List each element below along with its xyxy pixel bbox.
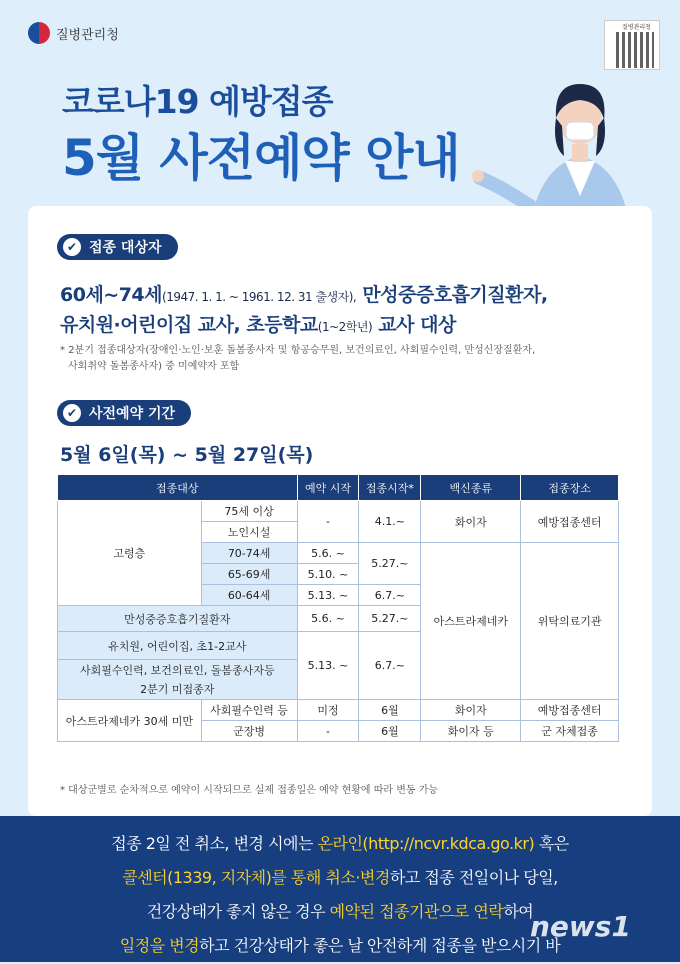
table-header: 백신종류 [421,475,521,501]
notice-line2 [0,862,680,896]
table-cell: 아스트라제네카 [421,543,521,700]
agency-logo [28,22,119,44]
table-cell: 아스트라제네카 30세 미만 [58,700,202,742]
table-cell: 6월 [359,721,421,742]
table-cell: 예방접종센터 [521,700,619,721]
table-cell: 60-64세 [201,585,297,606]
birth-range: (1947. 1. 1. ~ 1961. 12. 31 출생자), [162,290,357,304]
table-header: 접종대상 [58,475,298,501]
news-watermark: news1 [530,910,631,943]
table-cell: 사회필수인력, 보건의료인, 돌봄종사자등 [58,660,298,680]
table-cell: 5.13. ~ [297,585,359,606]
taegeuk-icon [28,22,50,44]
age-range: 60세~74세 [60,284,163,306]
chronic-target: 만성중증호흡기질환자, [362,284,548,306]
notice-highlight: 일정을 변경 [119,936,200,955]
target-pill [57,234,178,260]
target-note-line2: 사회취약 돌봄종사자) 중 미예약자 포함 [68,361,240,372]
target-line1 [60,280,548,307]
schedule-table [57,474,619,742]
table-cell: 위탁의료기관 [521,543,619,700]
table-header-row [58,475,619,501]
notice-text: 혹은 [534,834,569,853]
check-icon: ✔ [63,404,81,422]
table-cell: 5.27.~ [359,606,421,632]
title-line1: 코로나19 예방접종 [62,82,333,121]
table-cell: 만성중증호흡기질환자 [58,606,298,632]
notice-highlight: 예약된 접종기관으로 연락 [329,902,504,921]
table-cell: 화이자 등 [421,721,521,742]
notice-line1 [0,828,680,862]
online-link[interactable]: 온라인(http://ncvr.kdca.go.kr) [317,834,535,853]
notice-text: 하고 접종 전일이나 당일, [389,868,558,887]
table-header: 접종시작* [359,475,421,501]
notice-highlight: 콜센터(1339, 지자체)를 통해 취소·변경 [122,868,390,887]
schedule-footnote: * 대상군별로 순차적으로 예약이 시작되므로 실제 접종일은 예약 현황에 따라 변동 가능 [60,785,439,796]
period-pill-label: 사전예약 기간 [89,406,176,422]
teacher-target-suffix: 교사 대상 [378,314,456,336]
check-icon: ✔ [63,238,81,256]
table-cell: 65-69세 [201,564,297,585]
notice-text: 하고 건강상태가 좋은 날 안전하게 접종을 받으시기 바 [199,936,561,955]
target-pill-label: 접종 대상자 [89,240,162,256]
table-cell: 75세 이상 [201,501,297,522]
target-note [60,343,640,375]
table-cell: 예방접종센터 [521,501,619,543]
table-cell: 사회필수인력 등 [201,700,297,721]
agency-name: 질병관리청 [56,27,119,43]
table-cell: 5.6. ~ [297,543,359,564]
table-cell: 6월 [359,700,421,721]
teacher-target: 유치원·어린이집 교사, 초등학교 [60,314,318,336]
target-note-line1: * 2분기 접종대상자(장애인·노인·보훈 돌봄종사자 및 항공승무원, 보건의료인, 사회필수인력, 만성신장질환자, [60,345,536,356]
period-pill [57,400,191,426]
table-cell: 6.7.~ [359,632,421,700]
table-cell: - [297,501,359,543]
table-cell: 군장병 [201,721,297,742]
grade-range: (1~2학년) [317,320,373,334]
table-cell: 군 자체접종 [521,721,619,742]
table-cell: 5.27.~ [359,543,421,585]
notice-text: 건강상태가 좋지 않은 경우 [146,902,330,921]
table-cell: 6.7.~ [359,585,421,606]
table-cell: 유치원, 어린이집, 초1-2교사 [58,632,298,660]
qr-label: 질병관리청 [622,24,651,31]
title-line2: 5월 사전예약 안내 [62,129,460,187]
table-cell: 5.10. ~ [297,564,359,585]
table-cell: - [297,721,359,742]
table-cell: 2분기 미접종자 [58,680,298,700]
table-cell: 화이자 [421,501,521,543]
target-line2 [60,310,456,337]
table-cell: 4.1.~ [359,501,421,543]
notice-text: 접종 2일 전 취소, 변경 시에는 [111,834,318,853]
reservation-period: 5월 6일(목) ~ 5월 27일(목) [60,444,314,466]
table-cell: 70-74세 [201,543,297,564]
table-cell: 노인시설 [201,522,297,543]
table-cell: 미정 [297,700,359,721]
table-cell: 화이자 [421,700,521,721]
table-header: 접종장소 [521,475,619,501]
table-cell: 고령층 [58,501,202,606]
table-cell: 5.13. ~ [297,632,359,700]
presenter-illustration [470,56,670,226]
table-cell: 5.6. ~ [297,606,359,632]
table-row [58,700,619,721]
table-header: 예약 시작 [297,475,359,501]
notice-text: 하여 [503,902,534,921]
table-row [58,501,619,522]
